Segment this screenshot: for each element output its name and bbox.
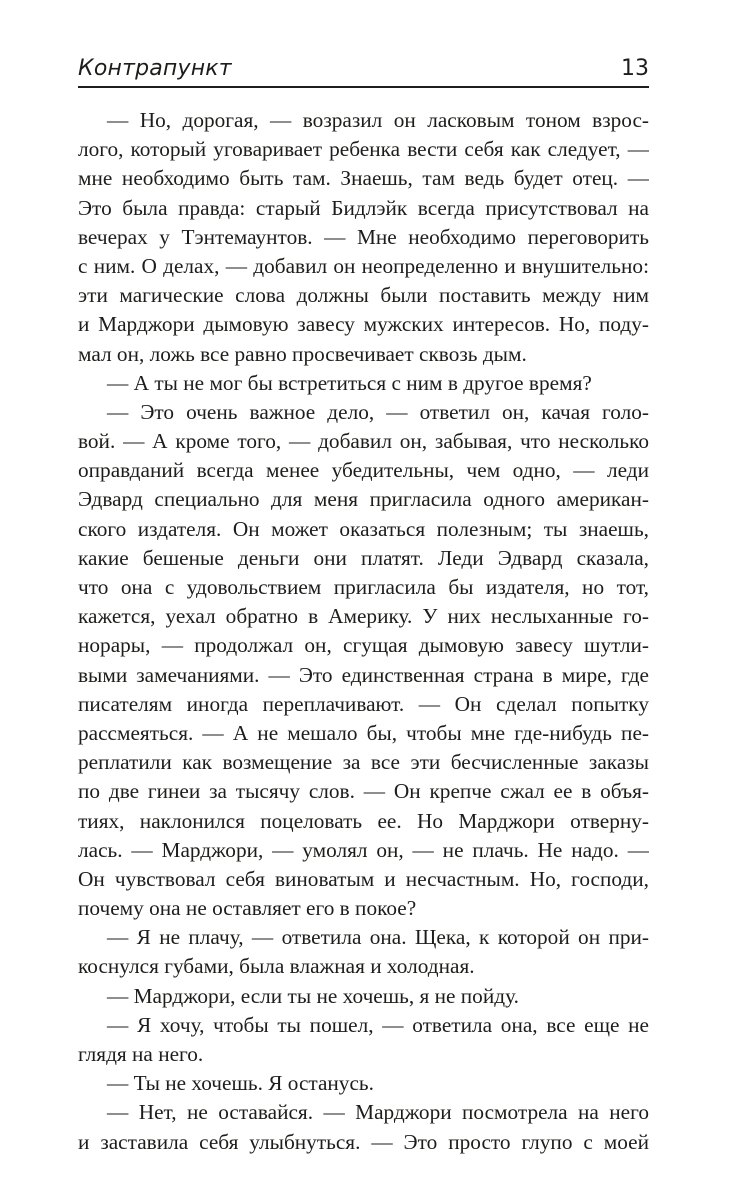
text-line: выми замечаниями. — Это единственная страна в мире, где bbox=[78, 662, 649, 687]
text-line: — Ты не хочешь. Я останусь. bbox=[107, 1071, 374, 1096]
text-line: что она с удовольствием пригласила бы издателя, но тот, bbox=[78, 575, 649, 599]
text-line: ского издателя. Он может оказаться полезным; ты знаешь, bbox=[78, 516, 649, 541]
text-line: реплатили как возмещение за все эти бесчисленные заказы bbox=[78, 750, 649, 775]
text-line: оправданий всегда менее убедительны, чем одно, — леди bbox=[78, 458, 649, 483]
text-line: мне необходимо быть там. Знаешь, там ведь будет отец. — bbox=[78, 166, 649, 191]
text-line: по две гинеи за тысячу слов. — Он крепче сжал ее в объя- bbox=[78, 779, 649, 804]
text-line: Он чувствовал себя виноватым и несчастным. Но, господи, bbox=[78, 866, 649, 891]
text-line: писателям иногда переплачивают. — Он сделал попытку bbox=[78, 691, 649, 716]
text-line: мал он, ложь все равно просвечивает сквозь дым. bbox=[78, 341, 527, 366]
text-line: вой. — А кроме того, — добавил он, забывая, что несколько bbox=[78, 429, 649, 454]
text-line: лого, который уговаривает ребенка вести себя как следует, — bbox=[78, 137, 649, 162]
text-line: с ним. О делах, — добавил он неопределенно и внушительно: bbox=[78, 253, 649, 278]
text-line: вечерах у Тэнтемаунтов. — Мне необходимо переговорить bbox=[78, 224, 649, 249]
book-title: Контрапункт bbox=[78, 56, 232, 81]
text-line: и заставила себя улыбнуться. — Это просто глупо с моей bbox=[78, 1129, 649, 1154]
text-line: — Я не плачу, — ответила она. Щека, к которой он при- bbox=[107, 925, 649, 950]
text-line: Это была правда: старый Бидлэйк всегда присутствовал на bbox=[78, 195, 649, 220]
text-line: тиях, наклонился поцеловать ее. Но Марджори отверну- bbox=[78, 808, 649, 833]
text-line: — Но, дорогая, — возразил он ласковым тоном взрос- bbox=[107, 108, 649, 132]
text-line: Эдвард специально для меня пригласила одного американ- bbox=[78, 487, 649, 512]
body-text bbox=[78, 106, 649, 1157]
text-line: и Марджори дымовую завесу мужских интересов. Но, поду- bbox=[78, 312, 649, 337]
text-line: — Я хочу, чтобы ты пошел, — ответила она, все еще не bbox=[107, 1012, 649, 1037]
text-line: какие бешеные деньги они платят. Леди Эдвард сказала, bbox=[78, 545, 649, 570]
running-head bbox=[78, 52, 649, 88]
text-line: почему она не оставляет его в покое? bbox=[78, 896, 417, 921]
text-line: — А ты не мог бы встретиться с ним в другое время? bbox=[107, 370, 592, 395]
text-line: — Нет, не оставайся. — Марджори посмотрела на него bbox=[107, 1100, 649, 1125]
text-line: кажется, уехал обратно в Америку. У них неслыханные го- bbox=[78, 604, 649, 629]
text-line: глядя на него. bbox=[78, 1042, 204, 1066]
text-line: — Это очень важное дело, — ответил он, качая голо- bbox=[107, 399, 649, 424]
text-line: норары, — продолжал он, сгущая дымовую завесу шутли- bbox=[78, 633, 649, 658]
text-line: эти магические слова должны были поставить между ним bbox=[78, 283, 649, 308]
text-line: — Марджори, если ты не хочешь, я не пойду. bbox=[107, 983, 519, 1008]
text-line: рассмеяться. — А не мешало бы, чтобы мне где-нибудь пе- bbox=[78, 720, 649, 745]
text-line: коснулся губами, была влажная и холодная. bbox=[78, 954, 475, 979]
text-line: лась. — Марджори, — умолял он, — не плачь. Не надо. — bbox=[78, 837, 649, 862]
page-number: 13 bbox=[621, 56, 649, 81]
